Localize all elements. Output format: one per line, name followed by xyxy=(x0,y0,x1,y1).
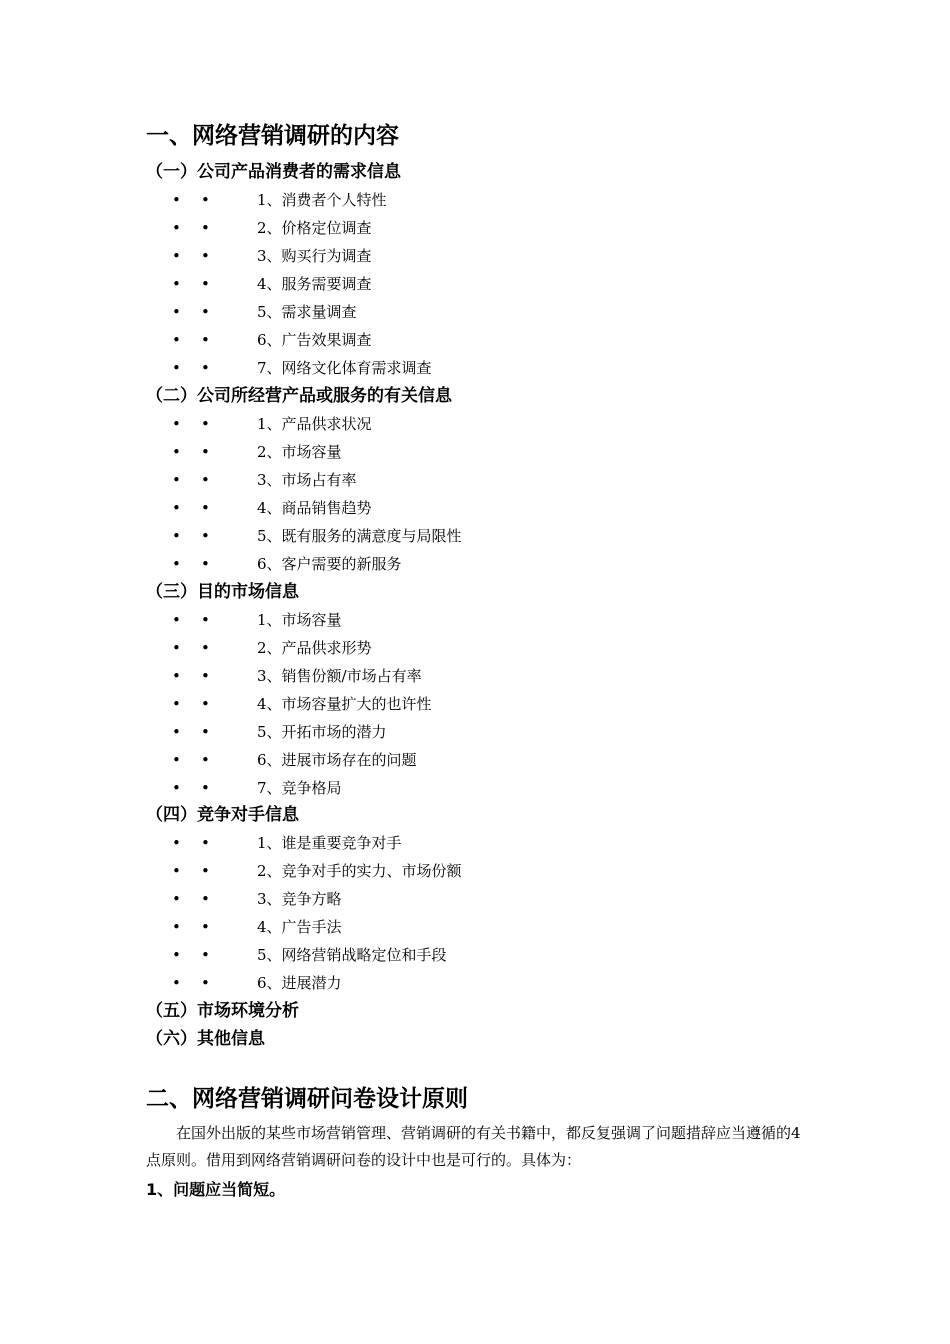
bullet: • xyxy=(201,974,210,992)
list-item-text: 1、谁是重要竞争对手 xyxy=(257,834,402,852)
bullet: • xyxy=(201,415,210,433)
list-item xyxy=(0,720,950,744)
bullet: • xyxy=(201,946,210,964)
list-item-text: 1、市场容量 xyxy=(257,611,342,629)
subsection-title: （五）市场环境分析 xyxy=(146,1001,299,1021)
list-item xyxy=(0,412,950,436)
list-item-text: 5、既有服务的满意度与局限性 xyxy=(257,527,462,545)
bullet: • xyxy=(201,667,210,685)
bullet: • xyxy=(201,443,210,461)
section-1-title: 一、网络营销调研的内容 xyxy=(146,123,399,149)
bullet: • xyxy=(172,415,181,433)
bullet: • xyxy=(201,751,210,769)
subsection-title: （一）公司产品消费者的需求信息 xyxy=(146,162,401,182)
bullet: • xyxy=(172,471,181,489)
list-item xyxy=(0,272,950,296)
bullet: • xyxy=(172,303,181,321)
list-item-text: 5、开拓市场的潜力 xyxy=(257,723,387,741)
bullet: • xyxy=(172,611,181,629)
bullet: • xyxy=(201,695,210,713)
list-item xyxy=(0,468,950,492)
list-item xyxy=(0,244,950,268)
subsection-title: （二）公司所经营产品或服务的有关信息 xyxy=(146,386,452,406)
list-item xyxy=(0,524,950,548)
bullet: • xyxy=(172,779,181,797)
list-item-text: 6、客户需要的新服务 xyxy=(257,555,402,573)
bullet: • xyxy=(172,247,181,265)
bullet: • xyxy=(172,862,181,880)
subsection-title: （四）竞争对手信息 xyxy=(146,805,299,825)
list-item xyxy=(0,608,950,632)
list-item-text: 5、需求量调查 xyxy=(257,303,357,321)
bullet: • xyxy=(172,331,181,349)
list-item-text: 6、进展市场存在的问题 xyxy=(257,751,417,769)
principle-heading: 1、问题应当简短。 xyxy=(146,1180,286,1199)
list-item xyxy=(0,776,950,800)
bullet: • xyxy=(172,918,181,936)
list-item xyxy=(0,831,950,855)
list-item xyxy=(0,496,950,520)
bullet: • xyxy=(201,359,210,377)
bullet: • xyxy=(201,862,210,880)
list-item xyxy=(0,188,950,212)
bullet: • xyxy=(201,499,210,517)
bullet: • xyxy=(201,723,210,741)
bullet: • xyxy=(172,974,181,992)
bullet: • xyxy=(172,275,181,293)
bullet: • xyxy=(201,527,210,545)
bullet: • xyxy=(172,946,181,964)
bullet: • xyxy=(201,779,210,797)
bullet: • xyxy=(201,471,210,489)
bullet: • xyxy=(172,555,181,573)
bullet: • xyxy=(172,359,181,377)
subsection-title: （三）目的市场信息 xyxy=(146,582,299,602)
list-item-text: 6、进展潜力 xyxy=(257,974,342,992)
bullet: • xyxy=(172,527,181,545)
list-item xyxy=(0,356,950,380)
list-item-text: 7、网络文化体育需求调查 xyxy=(257,359,432,377)
list-item xyxy=(0,859,950,883)
bullet: • xyxy=(201,247,210,265)
list-item xyxy=(0,748,950,772)
bullet: • xyxy=(172,639,181,657)
bullet: • xyxy=(201,191,210,209)
bullet: • xyxy=(172,667,181,685)
bullet: • xyxy=(201,611,210,629)
list-item-text: 2、价格定位调查 xyxy=(257,219,372,237)
section-2-title: 二、网络营销调研问卷设计原则 xyxy=(146,1086,468,1112)
bullet: • xyxy=(172,751,181,769)
list-item xyxy=(0,915,950,939)
list-item-text: 4、广告手法 xyxy=(257,918,342,936)
list-item-text: 4、商品销售趋势 xyxy=(257,499,372,517)
bullet: • xyxy=(172,890,181,908)
bullet: • xyxy=(172,499,181,517)
bullet: • xyxy=(201,303,210,321)
list-item-text: 3、销售份额/市场占有率 xyxy=(257,667,422,685)
list-item-text: 1、消费者个人特性 xyxy=(257,191,387,209)
list-item-text: 6、广告效果调查 xyxy=(257,331,372,349)
bullet: • xyxy=(172,443,181,461)
list-item-text: 2、产品供求形势 xyxy=(257,639,372,657)
bullet: • xyxy=(201,890,210,908)
list-item xyxy=(0,636,950,660)
bullet: • xyxy=(172,723,181,741)
list-item-text: 1、产品供求状况 xyxy=(257,415,372,433)
list-item-text: 3、竞争方略 xyxy=(257,890,342,908)
list-item-text: 4、服务需要调查 xyxy=(257,275,372,293)
list-item-text: 7、竞争格局 xyxy=(257,779,342,797)
bullet: • xyxy=(172,191,181,209)
subsection-title: （六）其他信息 xyxy=(146,1029,265,1049)
list-item-text: 2、市场容量 xyxy=(257,443,342,461)
bullet: • xyxy=(201,639,210,657)
bullet: • xyxy=(201,918,210,936)
bullet: • xyxy=(201,555,210,573)
list-item-text: 4、市场容量扩大的也许性 xyxy=(257,695,432,713)
list-item-text: 3、市场占有率 xyxy=(257,471,357,489)
list-item xyxy=(0,216,950,240)
bullet: • xyxy=(201,331,210,349)
bullet: • xyxy=(172,695,181,713)
list-item xyxy=(0,552,950,576)
list-item xyxy=(0,328,950,352)
body-paragraph: 在国外出版的某些市场营销管理、营销调研的有关书籍中，都反复强调了问题措辞应当遵循的4点原则。借用到网络营销调研问卷的设计中也是可行的。具体为： xyxy=(146,1124,801,1169)
list-item xyxy=(0,971,950,995)
bullet: • xyxy=(172,834,181,852)
bullet: • xyxy=(172,219,181,237)
list-item xyxy=(0,300,950,324)
bullet: • xyxy=(201,219,210,237)
list-item xyxy=(0,692,950,716)
list-item-text: 2、竞争对手的实力、市场份额 xyxy=(257,862,462,880)
list-item xyxy=(0,440,950,464)
bullet: • xyxy=(201,275,210,293)
list-item xyxy=(0,664,950,688)
list-item xyxy=(0,887,950,911)
list-item-text: 3、购买行为调查 xyxy=(257,247,372,265)
list-item xyxy=(0,943,950,967)
list-item-text: 5、网络营销战略定位和手段 xyxy=(257,946,447,964)
bullet: • xyxy=(201,834,210,852)
